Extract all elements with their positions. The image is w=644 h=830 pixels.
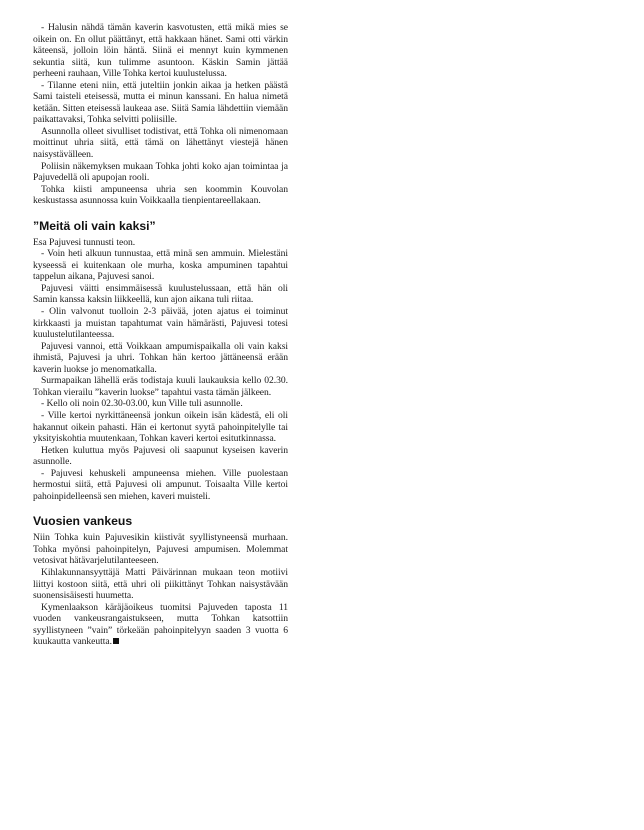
paragraph: Tohka kiisti ampuneensa uhria sen koommin Kouvolan keskustassa asunnossa kuin Voikkaalla tienpientareellakaan. bbox=[33, 183, 288, 207]
paragraph: Surmapaikan lähellä eräs todistaja kuuli laukauksia kello 02.30. Tohkan vierailu ”kaverin luokse” tapahtui vasta tämän jälkeen. bbox=[33, 375, 288, 398]
paragraph: - Tilanne eteni niin, että juteltiin jonkin aikaa ja hetken päästä Sami taisteli eteisessä, mutta ei minun kanssani. En halua nimetä ketään. Sitten eteisessä laukeaa ase. Siitä Samia lähdettiin viemään paikattavaksi, Tohka selvitti poliisille. bbox=[33, 79, 288, 126]
paragraph: - Pajuvesi kehuskeli ampuneensa miehen. Ville puolestaan hermostui siitä, että Pajuvesi oli ampunut. Toisaalta Ville kertoi pahoinpidelleensä sen miehen, kaveri muisteli. bbox=[33, 467, 288, 502]
end-mark-icon bbox=[113, 638, 119, 644]
paragraph: Esa Pajuvesi tunnusti teon. bbox=[33, 236, 136, 248]
paragraph: Asunnolla olleet sivulliset todistivat, että Tohka oli nimenomaan moittinut uhria siitä, että tämä on lähettänyt viestejä hänen naisystävälleen. bbox=[33, 125, 288, 161]
section-heading: ”Meitä oli vain kaksi” bbox=[33, 218, 156, 233]
paragraph-text: Kymenlaakson käräjäoikeus tuomitsi Pajuveden taposta 11 vuoden vankeusrangaistukseen, mutta Tohkan katsottiin syyllistyneen ”vain” törkeään pahoinpitelyyn saaden 3 vuotta 6 kuukautta vankeutta. bbox=[33, 601, 288, 648]
paragraph: Poliisin näkemyksen mukaan Tohka johti koko ajan toimintaa ja Pajuvedellä oli apupojan rooli. bbox=[33, 160, 288, 184]
paragraph: Pajuvesi vannoi, että Voikkaan ampumispaikalla oli vain kaksi ihmistä, Pajuvesi ja uhri. Tohkan hän kertoo jättäneensä erään kaverin luokse jo menomatkalla. bbox=[33, 340, 288, 375]
paragraph bbox=[33, 602, 288, 648]
paragraph: - Ville kertoi nyrkittäneensä jonkun oikein isän kädestä, eli oli hakannut oikein pahasti. Hän ei kertonut syytä pahoinpitelylle tai yksityiskohtia muutenkaan, Tohkan kaveri kertoi esitutkinnassa. bbox=[33, 409, 288, 445]
article-column bbox=[33, 22, 288, 648]
section-heading: Vuosien vankeus bbox=[33, 514, 133, 529]
paragraph: - Kello oli noin 02.30-03.00, kun Ville tuli asunnolle. bbox=[41, 398, 243, 410]
paragraph: Hetken kuluttua myös Pajuvesi oli saapunut kyseisen kaverin asunnolle. bbox=[33, 444, 288, 468]
paragraph: Niin Tohka kuin Pajuvesikin kiistivät syyllistyneensä murhaan. Tohka myönsi pahoinpitelyn, Pajuvesi ampumisen. Molemmat vetosivat hätävarjelutilanteeseen. bbox=[33, 532, 288, 567]
paragraph: - Voin heti alkuun tunnustaa, että minä sen ammuin. Mielestäni kyseessä ei kuitenkaan ole murha, koska ampuminen tapahtui tappelun aikana, Pajuvesi sanoi. bbox=[33, 248, 288, 283]
paragraph: - Olin valvonut tuolloin 2-3 päivää, joten ajatus ei toiminut kirkkaasti ja muistan tapahtumat vain hämärästi, Pajuvesi totesi kuulustelutilanteessa. bbox=[33, 306, 288, 341]
paragraph: Pajuvesi väitti ensimmäisessä kuulustelussaan, että hän oli Samin kanssa kaksin liikkeellä, kun ajon aikana tuli riitaa. bbox=[33, 282, 288, 306]
paragraph: - Halusin nähdä tämän kaverin kasvotusten, että mikä mies se oikein on. En ollut päättänyt, että hakkaan hänet. Sami otti värkin käteensä, jolloin löin häntä. Siinä ei mennyt kuin kymmenen sekuntia siitä, kun tulimme asuntoon. Käskin Samin jättää perheeni rauhaan, Ville Tohka kertoi kuulustelussa. bbox=[33, 22, 288, 80]
paragraph: Kihlakunnansyyttäjä Matti Päivärinnan mukaan teon motiivi liittyi kostoon siitä, että uhri oli piikittänyt Tohkan naisystävään suonensisäisesti huumetta. bbox=[33, 566, 288, 602]
